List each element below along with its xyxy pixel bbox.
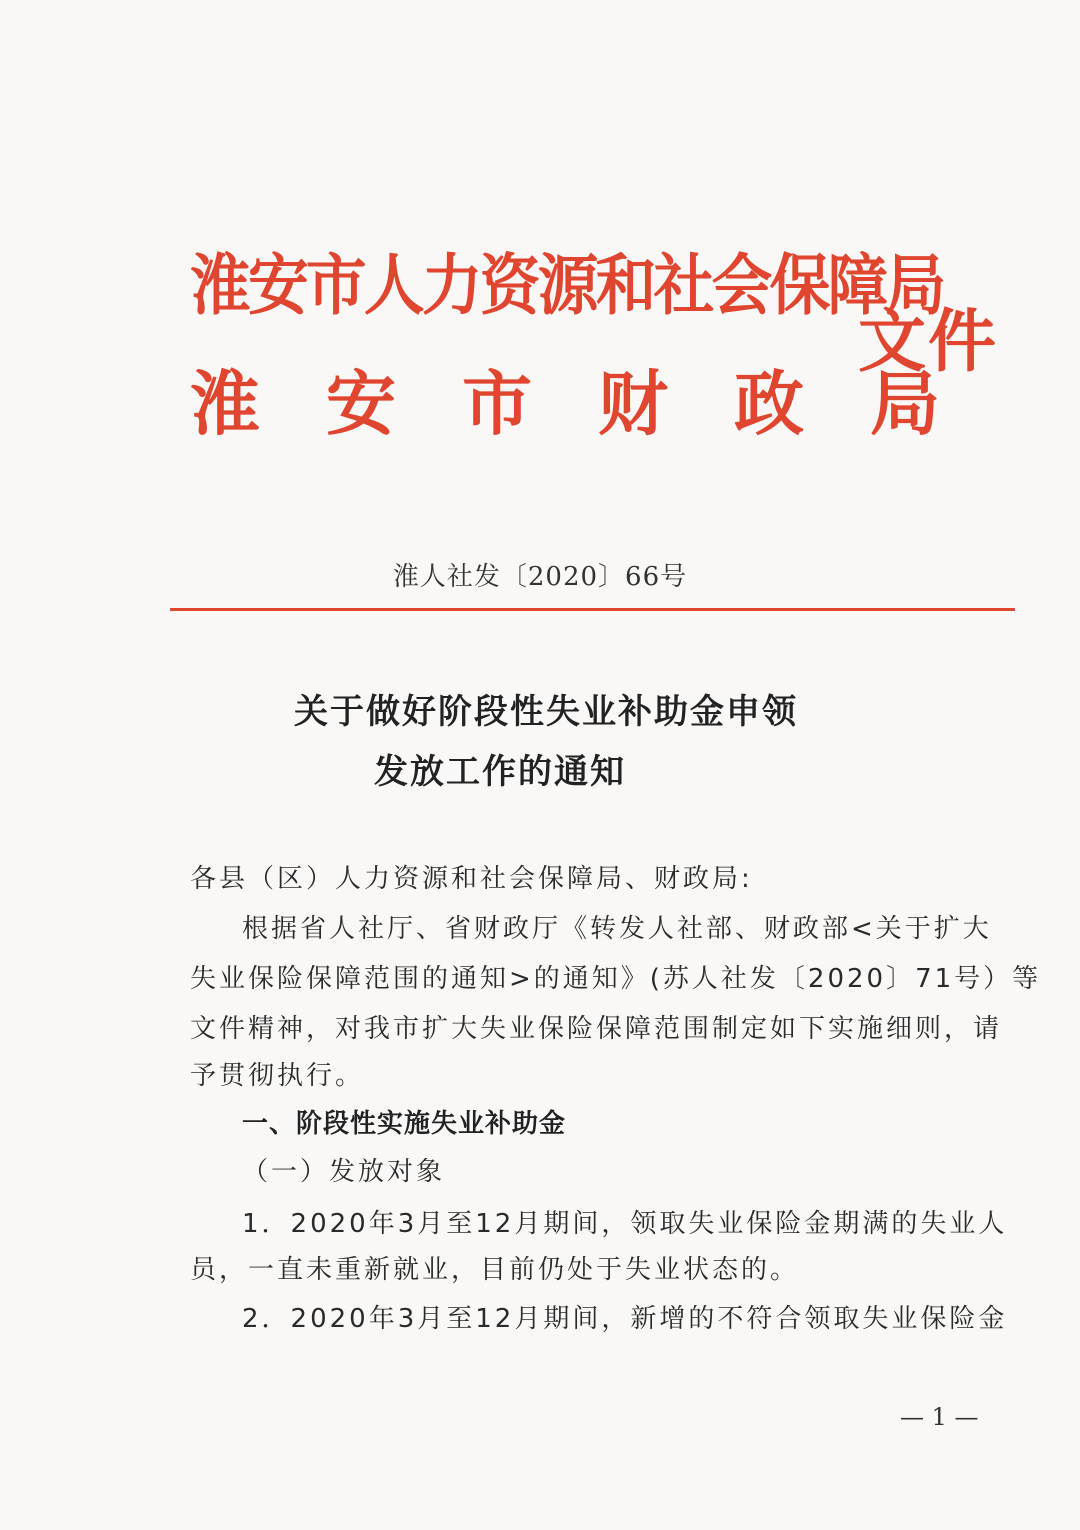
paragraph-1-line-3: 文件精神，对我市扩大失业保险保障范围制定如下实施细则，请 — [190, 1014, 1003, 1044]
title-line-1: 关于做好阶段性失业补助金申领 — [294, 692, 798, 732]
paragraph-1-line-2: 失业保险保障范围的通知>的通知》(苏人社发〔2020〕71号）等 — [190, 964, 1042, 994]
page-number: — 1 — — [900, 1403, 979, 1431]
section-heading-1: 一、阶段性实施失业补助金 — [242, 1109, 567, 1139]
issuer-suffix: 文件 — [858, 302, 999, 382]
item-2-line-1: 2．2020年3月至12月期间，新增的不符合领取失业保险金 — [242, 1304, 1008, 1334]
paragraph-1-line-4: 予贯彻执行。 — [190, 1061, 365, 1091]
item-1-line-1: 1．2020年3月至12月期间，领取失业保险金期满的失业人 — [242, 1209, 1008, 1239]
subsection-heading-1: （一）发放对象 — [242, 1157, 446, 1187]
document-number: 淮人社发〔2020〕66号 — [392, 562, 688, 592]
addressee: 各县（区）人力资源和社会保障局、财政局: — [190, 864, 753, 894]
item-1-line-2: 员，一直未重新就业，目前仍处于失业状态的。 — [190, 1255, 800, 1285]
red-divider — [170, 608, 1015, 611]
issuer-line-2: 淮安市财政局 — [190, 362, 1006, 445]
paragraph-1-line-1: 根据省人社厅、省财政厅《转发人社部、财政部<关于扩大 — [242, 914, 992, 944]
issuer-line-1: 淮安市人力资源和社会保障局 — [190, 246, 944, 324]
title-line-2: 发放工作的通知 — [374, 752, 626, 792]
